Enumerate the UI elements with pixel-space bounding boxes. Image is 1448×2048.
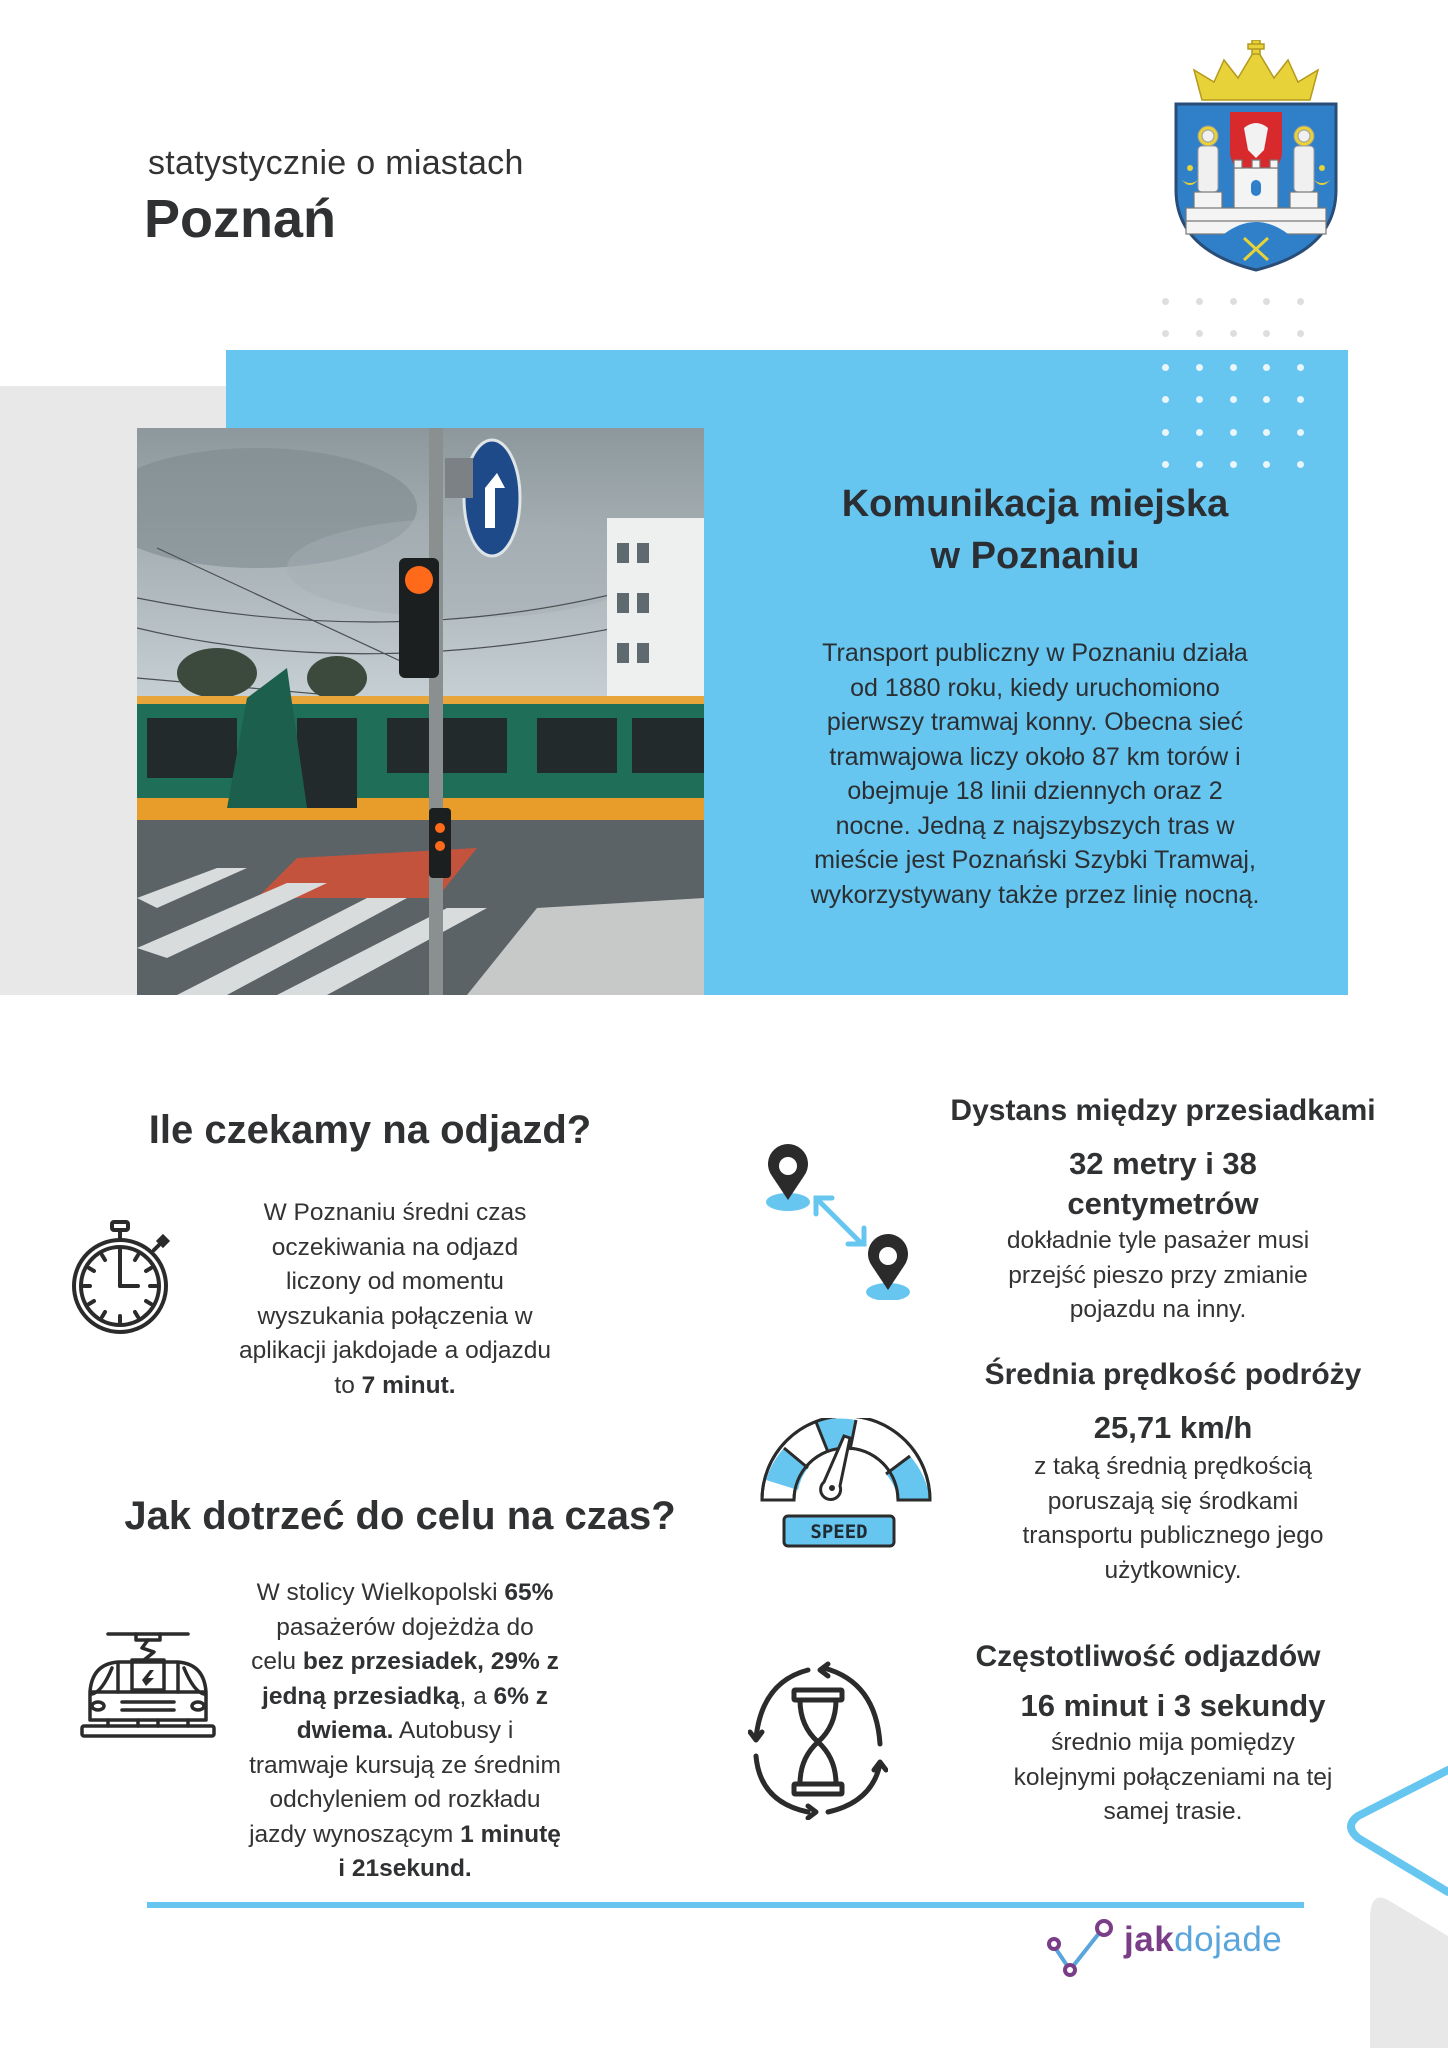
intro-body-line: wykorzystywany także przez linię nocną. (810, 880, 1260, 909)
stopwatch-icon (70, 1220, 182, 1338)
jakdojade-logo (1046, 1916, 1306, 1986)
waiting-body (190, 1196, 600, 1403)
speed-title: Średnia prędkość podróży (984, 1358, 1362, 1391)
ontime-line (205, 1576, 605, 1611)
ontime-line (205, 1645, 605, 1680)
coat-of-arms-icon (1172, 40, 1340, 272)
ontime-text: celu (251, 1648, 303, 1675)
ontime-highlight: jedną przesiadką (262, 1682, 460, 1710)
distance-body-line: przejść pieszo przy zmianie (1008, 1261, 1308, 1289)
ontime-highlight: dwiema. (296, 1717, 394, 1744)
waiting-body-line: wyszukania połączenia w (257, 1302, 533, 1330)
intro-title (760, 478, 1310, 582)
ontime-line (205, 1852, 605, 1887)
ontime-text: Autobusy i (393, 1717, 514, 1744)
intro-body-line: od 1880 roku, kiedy uruchomiono (850, 673, 1220, 702)
waiting-body-line: liczony od momentu (286, 1268, 504, 1295)
ontime-text: , a (459, 1682, 494, 1710)
waiting-title: Ile czekamy na odjazd? (148, 1108, 592, 1152)
distance-body (938, 1224, 1378, 1328)
distance-value-line1: 32 metry i 38 (1069, 1146, 1257, 1181)
decorative-dots-white (1158, 364, 1308, 474)
ontime-line: odchyleniem od rozkładu (269, 1786, 541, 1813)
intro-body-line: mieście jest Poznański Szybki Tramwaj, (814, 846, 1256, 874)
ontime-highlight: 65% (504, 1579, 554, 1606)
speed-value: 25,71 km/h (1093, 1410, 1253, 1445)
ontime-highlight: 6% z (493, 1682, 548, 1710)
intro-body-line: Transport publiczny w Poznaniu działa (822, 639, 1248, 667)
logo-wordmark (1124, 1920, 1282, 1960)
speedometer-icon (758, 1418, 938, 1550)
ontime-line (205, 1818, 605, 1853)
waiting-highlight: 7 minut. (361, 1371, 456, 1399)
frequency-body-line: średnio mija pomiędzy (1051, 1729, 1295, 1756)
tram-photo (137, 428, 704, 995)
speed-body-line: poruszają się środkami (1047, 1487, 1299, 1515)
ontime-line (205, 1680, 605, 1715)
frequency-body-line: kolejnymi połączeniami na tej (1013, 1763, 1333, 1791)
ontime-highlight: i 21sekund. (338, 1855, 472, 1882)
intro-title-line2: w Poznaniu (930, 535, 1140, 577)
intro-body (745, 636, 1325, 912)
intro-body-line: obejmuje 18 linii dziennych oraz 2 (847, 777, 1223, 805)
speed-body (948, 1450, 1398, 1588)
waiting-body-last-line (190, 1369, 600, 1404)
speed-body-line: transportu publicznego jego (1022, 1522, 1324, 1549)
intro-body-line: nocne. Jedną z najszybszych tras w (835, 811, 1235, 840)
intro-body-line: pierwszy tramwaj konny. Obecna sieć (826, 708, 1244, 736)
ontime-line (205, 1714, 605, 1749)
ontime-highlight: bez przesiadek, 29% z (302, 1648, 559, 1675)
map-pins-distance-icon (760, 1140, 920, 1300)
ontime-title: Jak dotrzeć do celu na czas? (124, 1494, 676, 1538)
frequency-title: Częstotliwość odjazdów (975, 1640, 1321, 1673)
decorative-corner-shapes (1330, 1760, 1448, 2048)
intro-body-line: tramwajowa liczy około 87 km torów i (829, 742, 1241, 771)
hourglass-cycle-icon (748, 1660, 888, 1820)
tram-icon (78, 1630, 218, 1742)
page-title: Poznań (144, 189, 337, 249)
ontime-text: W stolicy Wielkopolski (256, 1579, 505, 1606)
distance-body-line: pojazdu na inny. (1069, 1296, 1247, 1323)
ontime-highlight: 1 minutę (460, 1820, 561, 1848)
page-subtitle: statystycznie o miastach (148, 144, 524, 182)
speed-badge: SPEED (810, 1521, 868, 1543)
distance-title: Dystans między przesiadkami (950, 1094, 1376, 1127)
frequency-body (958, 1726, 1388, 1830)
logo-part1: jak (1124, 1920, 1175, 1959)
speed-body-line: z taką średnią prędkością (1034, 1453, 1312, 1480)
waiting-body-line: W Poznaniu średni czas (263, 1199, 527, 1226)
frequency-body-line: samej trasie. (1103, 1798, 1243, 1825)
ontime-text: jazdy wynoszącym (249, 1820, 461, 1848)
intro-title-line1: Komunikacja miejska (841, 483, 1229, 525)
waiting-body-line: oczekiwania na odjazd (271, 1233, 519, 1261)
decorative-dots-gray (1158, 298, 1308, 348)
ontime-line: pasażerów dojeżdża do (276, 1613, 534, 1641)
distance-body-line: dokładnie tyle pasażer musi (1006, 1227, 1310, 1254)
distance-value (928, 1144, 1398, 1224)
distance-value-line2: centymetrów (1067, 1186, 1259, 1221)
speed-body-line: użytkownicy. (1104, 1556, 1242, 1584)
frequency-value: 16 minut i 3 sekundy (1020, 1688, 1326, 1723)
logo-part2: dojade (1174, 1920, 1283, 1959)
ontime-line: tramwaje kursują ze średnim (249, 1751, 561, 1779)
logo-route-icon (1046, 1918, 1118, 1978)
ontime-body (205, 1576, 605, 1887)
footer-divider (147, 1902, 1304, 1908)
waiting-last-prefix: to (334, 1371, 362, 1399)
waiting-body-line: aplikacji jakdojade a odjazdu (239, 1337, 551, 1364)
